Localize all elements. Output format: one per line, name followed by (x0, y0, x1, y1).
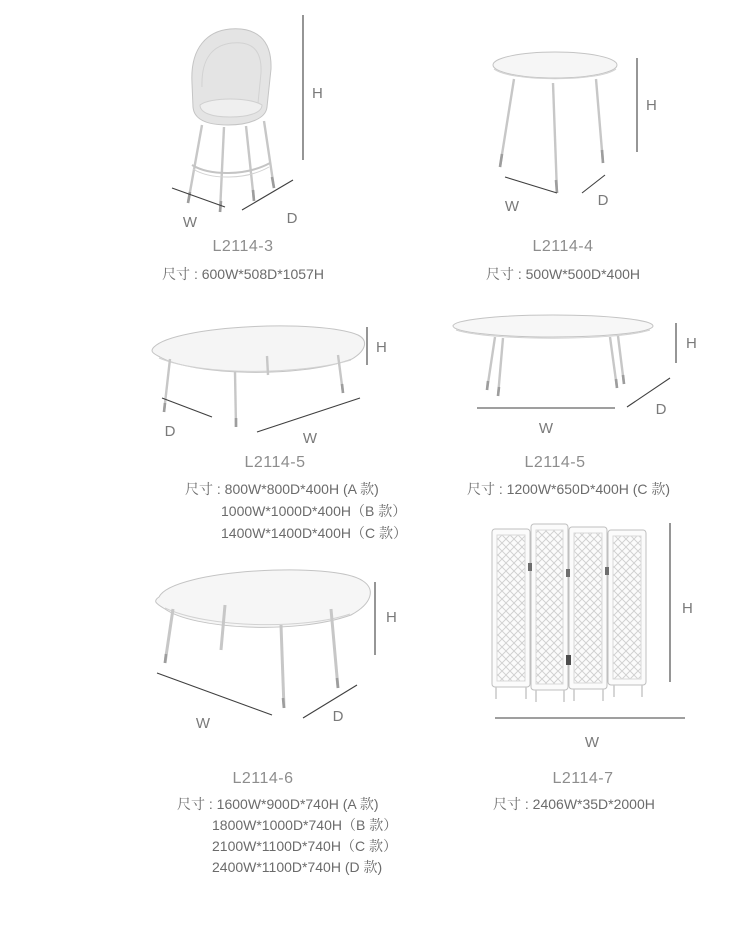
product-size: 尺寸 : 500W*500D*400H (485, 266, 641, 282)
bar-stool-drawing (150, 5, 340, 230)
product-code: L2114-5 (244, 454, 306, 471)
height-label: H (686, 335, 697, 352)
product-size: 尺寸 : 600W*508D*1057H (162, 266, 324, 282)
size-line: 1000W*1000D*400H（B 款） (221, 503, 407, 519)
size-line: 尺寸 : 1600W*900D*740H (A 款) (177, 796, 379, 812)
depth-label: D (655, 401, 667, 418)
width-label: W (538, 420, 554, 437)
height-label: H (386, 609, 397, 626)
width-label: W (504, 198, 520, 215)
size-line: 1400W*1400D*400H（C 款） (221, 525, 407, 541)
folding-screen-drawing (470, 515, 700, 755)
depth-label: D (164, 423, 176, 440)
width-dimension-line (505, 177, 557, 193)
width-label: W (584, 734, 600, 751)
hinge (566, 655, 571, 665)
depth-dimension-line (582, 175, 605, 193)
size-line: 1800W*1000D*740H（B 款） (212, 817, 398, 833)
size-line: 2100W*1100D*740H（C 款） (212, 838, 397, 854)
height-label: H (312, 85, 323, 102)
product-code: L2114-7 (552, 770, 614, 787)
square-coffee-table-drawing (140, 315, 390, 450)
product-code: L2114-3 (212, 238, 274, 255)
dining-table-drawing (145, 555, 400, 733)
depth-label: D (332, 708, 344, 725)
width-label: W (302, 430, 318, 447)
hinge (528, 563, 532, 571)
product-code: L2114-6 (232, 770, 294, 787)
product-code: L2114-5 (524, 454, 586, 471)
product-size-list (467, 478, 670, 500)
depth-dimension-line (242, 180, 293, 210)
height-label: H (646, 97, 657, 114)
size-line: 尺寸 : 2406W*35D*2000H (493, 796, 655, 812)
depth-dimension-line (162, 398, 212, 417)
width-label: W (195, 715, 211, 732)
depth-label: D (597, 192, 609, 209)
height-label: H (682, 600, 693, 617)
product-size-list (185, 478, 407, 544)
height-label: H (376, 339, 387, 356)
depth-dimension-line (303, 685, 357, 718)
round-side-table-drawing (450, 35, 660, 215)
depth-label: D (286, 210, 298, 227)
width-dimension-line (157, 673, 272, 715)
width-dimension-line (257, 398, 360, 432)
hinge (566, 569, 570, 577)
size-line: 尺寸 : 800W*800D*400H (A 款) (185, 481, 379, 497)
width-label: W (182, 214, 198, 230)
hinge (605, 567, 609, 575)
width-dimension-line (172, 188, 225, 207)
product-size-list (177, 794, 397, 878)
product-size-list (493, 794, 655, 815)
size-line: 尺寸 : 1200W*650D*400H (C 款) (467, 481, 671, 497)
size-line: 2400W*1100D*740H (D 款) (212, 859, 383, 875)
product-code: L2114-4 (532, 238, 594, 255)
oval-coffee-table-drawing (440, 310, 700, 438)
